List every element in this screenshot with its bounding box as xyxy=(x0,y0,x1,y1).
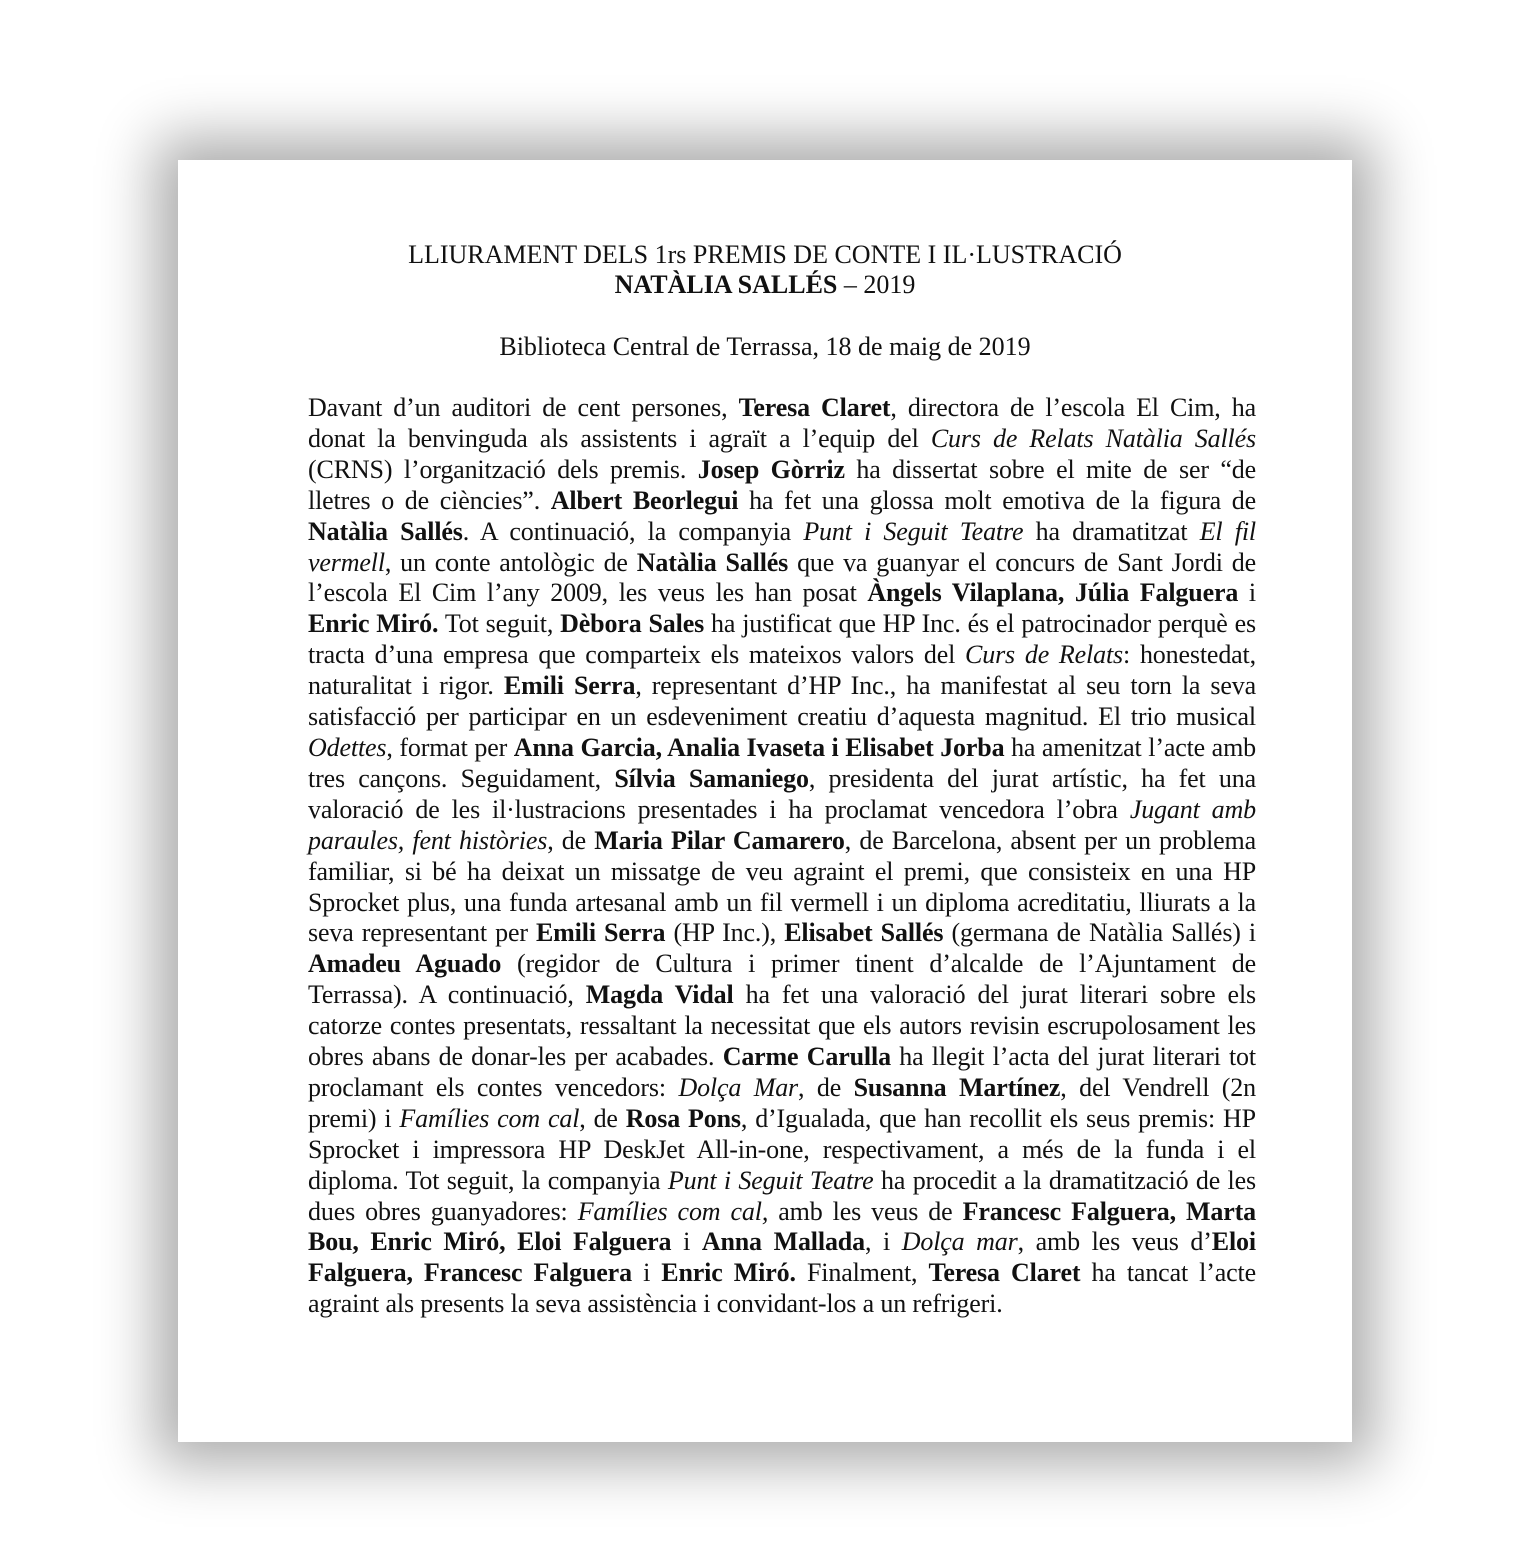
text-run: ha amenitzat l’acte amb tres cançons. Seguidament, xyxy=(308,732,1256,793)
bold-text: Anna Mallada xyxy=(701,1227,865,1257)
bold-text: Josep Gòrriz xyxy=(697,454,845,484)
bold-text: Teresa Claret xyxy=(738,393,891,422)
bold-text: Eloi Falguera, Francesc Falguera xyxy=(308,1227,1256,1288)
text-run: i xyxy=(1238,578,1256,608)
text-run: , del Vendrell (2n premi) i xyxy=(308,1072,1256,1133)
text-run: , de Barcelona, absent per un problema familiar, si bé ha deixat un missatge de veu agraint el premi, que consisteix en una HP Sprocket plus, una funda artesanal amb un fil vermell i un diploma acreditatiu, lliurats a la seva representant per xyxy=(308,825,1257,948)
bold-text: Francesc Falguera, Marta Bou, Enric Miró, Eloi Falguera xyxy=(308,1196,1256,1257)
text-run: Davant d’un auditori de cent persones, xyxy=(308,393,739,422)
italic-text: Punt i Seguit Teatre xyxy=(803,516,1024,546)
bold-text: Susanna Martínez xyxy=(853,1072,1061,1102)
text-run: ha procedit a la dramatització de les dues obres guanyadores: xyxy=(308,1165,1256,1226)
text-run: (HP Inc.), xyxy=(665,918,785,948)
bold-text: Albert Beorlegui xyxy=(550,485,739,515)
italic-text: Odettes xyxy=(308,732,387,762)
text-run: , i xyxy=(864,1227,902,1257)
italic-text: Punt i Seguit Teatre xyxy=(667,1165,874,1195)
text-run: ha dissertat sobre el mite de ser “de lletres o de ciències”. xyxy=(308,454,1256,515)
text-run: : honestedat, naturalitat i rigor. xyxy=(308,640,1256,701)
text-run: , amb les veus d’ xyxy=(1017,1227,1212,1257)
bold-text: Carme Carulla xyxy=(722,1042,891,1072)
bold-text: Teresa Claret xyxy=(928,1258,1081,1288)
body-paragraph xyxy=(308,393,1256,1320)
italic-text: El fil vermell xyxy=(308,516,1256,577)
text-run: ha fet una valoració del jurat literari sobre els catorze contes presentats, ressaltant la necessitat que els autors revisin escrupolosament les obres abans de donar-les per acabades. xyxy=(308,980,1256,1072)
bold-text: Anna Garcia, Analia Ivaseta i Elisabet Jorba xyxy=(513,732,1005,762)
bold-text: Enric Miró. xyxy=(661,1258,796,1288)
text-run: ha dramatitzat xyxy=(1023,516,1200,546)
text-run: Finalment, xyxy=(795,1258,929,1288)
text-run: (germana de Natàlia Sallés) i xyxy=(943,918,1256,948)
bold-text: Sílvia Samaniego xyxy=(614,763,809,793)
document-page xyxy=(178,160,1352,1442)
text-run: , directora de l’escola El Cim, ha donat la benvinguda als assistents i agraït a l’equip del xyxy=(308,393,1257,453)
text-run: i xyxy=(631,1258,662,1288)
text-run: , d’Igualada, que han recollit els seus premis: HP Sprocket i impressora HP DeskJet All-in-one, respectivament, a més de la funda i el diploma. Tot seguit, la companyia xyxy=(308,1103,1256,1195)
bold-text: Àngels Vilaplana, Júlia Falguera xyxy=(867,578,1239,608)
text-run: (CRNS) l’organització dels premis. xyxy=(308,454,698,484)
bold-text: Amadeu Aguado xyxy=(308,949,502,979)
text-run: . A continuació, la companyia xyxy=(462,516,804,546)
italic-text: Famílies com cal xyxy=(399,1103,580,1133)
bold-text: Natàlia Sallés xyxy=(308,516,463,546)
text-run: , un conte antològic de xyxy=(384,547,637,577)
text-run: i xyxy=(671,1227,702,1257)
text-run: ha llegit l’acta del jurat literari tot proclamant els contes vencedors: xyxy=(308,1042,1256,1102)
document-subtitle xyxy=(178,270,1352,300)
place-date: Biblioteca Central de Terrassa, 18 de maig de 2019 xyxy=(499,332,1031,361)
document-title: LLIURAMENT DELS 1rs PREMIS DE CONTE I IL·LUSTRACIÓ xyxy=(408,240,1122,269)
text-run: ha fet una glossa molt emotiva de la figura de xyxy=(738,485,1256,515)
bold-text: Enric Miró. xyxy=(308,609,439,639)
text-run: , de xyxy=(798,1072,854,1102)
text-run: , format per xyxy=(386,732,514,762)
italic-text: Jugant amb paraules, fent històries xyxy=(308,794,1256,855)
italic-text: Famílies com cal, xyxy=(577,1196,769,1226)
text-run: que va guanyar el concurs de Sant Jordi de l’escola El Cim l’any 2009, les veus les han posat xyxy=(308,547,1257,608)
bold-text: Rosa Pons xyxy=(625,1103,741,1133)
text-run: , representant d’HP Inc., ha manifestat al seu torn la seva satisfacció per participar en un esdeveniment creatiu d’aquesta magnitud. El trio musical xyxy=(308,671,1257,732)
bold-text: Natàlia Sallés xyxy=(636,547,789,577)
text-run: amb les veus de xyxy=(768,1196,963,1226)
italic-text: Dolça Mar xyxy=(678,1072,799,1102)
bold-text: Magda Vidal xyxy=(585,980,734,1010)
text-run: , de xyxy=(579,1103,626,1133)
subtitle-name: NATÀLIA SALLÉS xyxy=(614,270,838,299)
bold-text: Elisabet Sallés xyxy=(784,918,944,948)
bold-text: Maria Pilar Camarero xyxy=(594,825,845,855)
text-run: ha tancat l’acte agraint als presents la seva assistència i convidant-los a un refrigeri. xyxy=(308,1258,1256,1319)
bold-text: Emili Serra xyxy=(503,671,636,701)
subtitle-year: – 2019 xyxy=(837,270,916,299)
italic-text: Dolça mar xyxy=(901,1227,1018,1257)
text-run: , presidenta del jurat artístic, ha fet una valoració de les il·lustracions presentades i ha proclamat vencedora l’obra xyxy=(308,763,1257,824)
italic-text: Curs de Relats xyxy=(965,640,1124,670)
text-run: ha justificat que HP Inc. és el patrocinador perquè es tracta d’una empresa que comparteix els mateixos valors del xyxy=(308,609,1256,670)
bold-text: Emili Serra xyxy=(535,918,666,948)
bold-text: Dèbora Sales xyxy=(560,609,705,639)
text-run: (regidor de Cultura i primer tinent d’alcalde de l’Ajuntament de Terrassa). A continuació, xyxy=(308,949,1256,1010)
italic-text: Curs de Relats Natàlia Sallés xyxy=(930,423,1256,453)
text-run: Tot seguit, xyxy=(438,609,561,639)
text-run: , de xyxy=(547,825,595,855)
